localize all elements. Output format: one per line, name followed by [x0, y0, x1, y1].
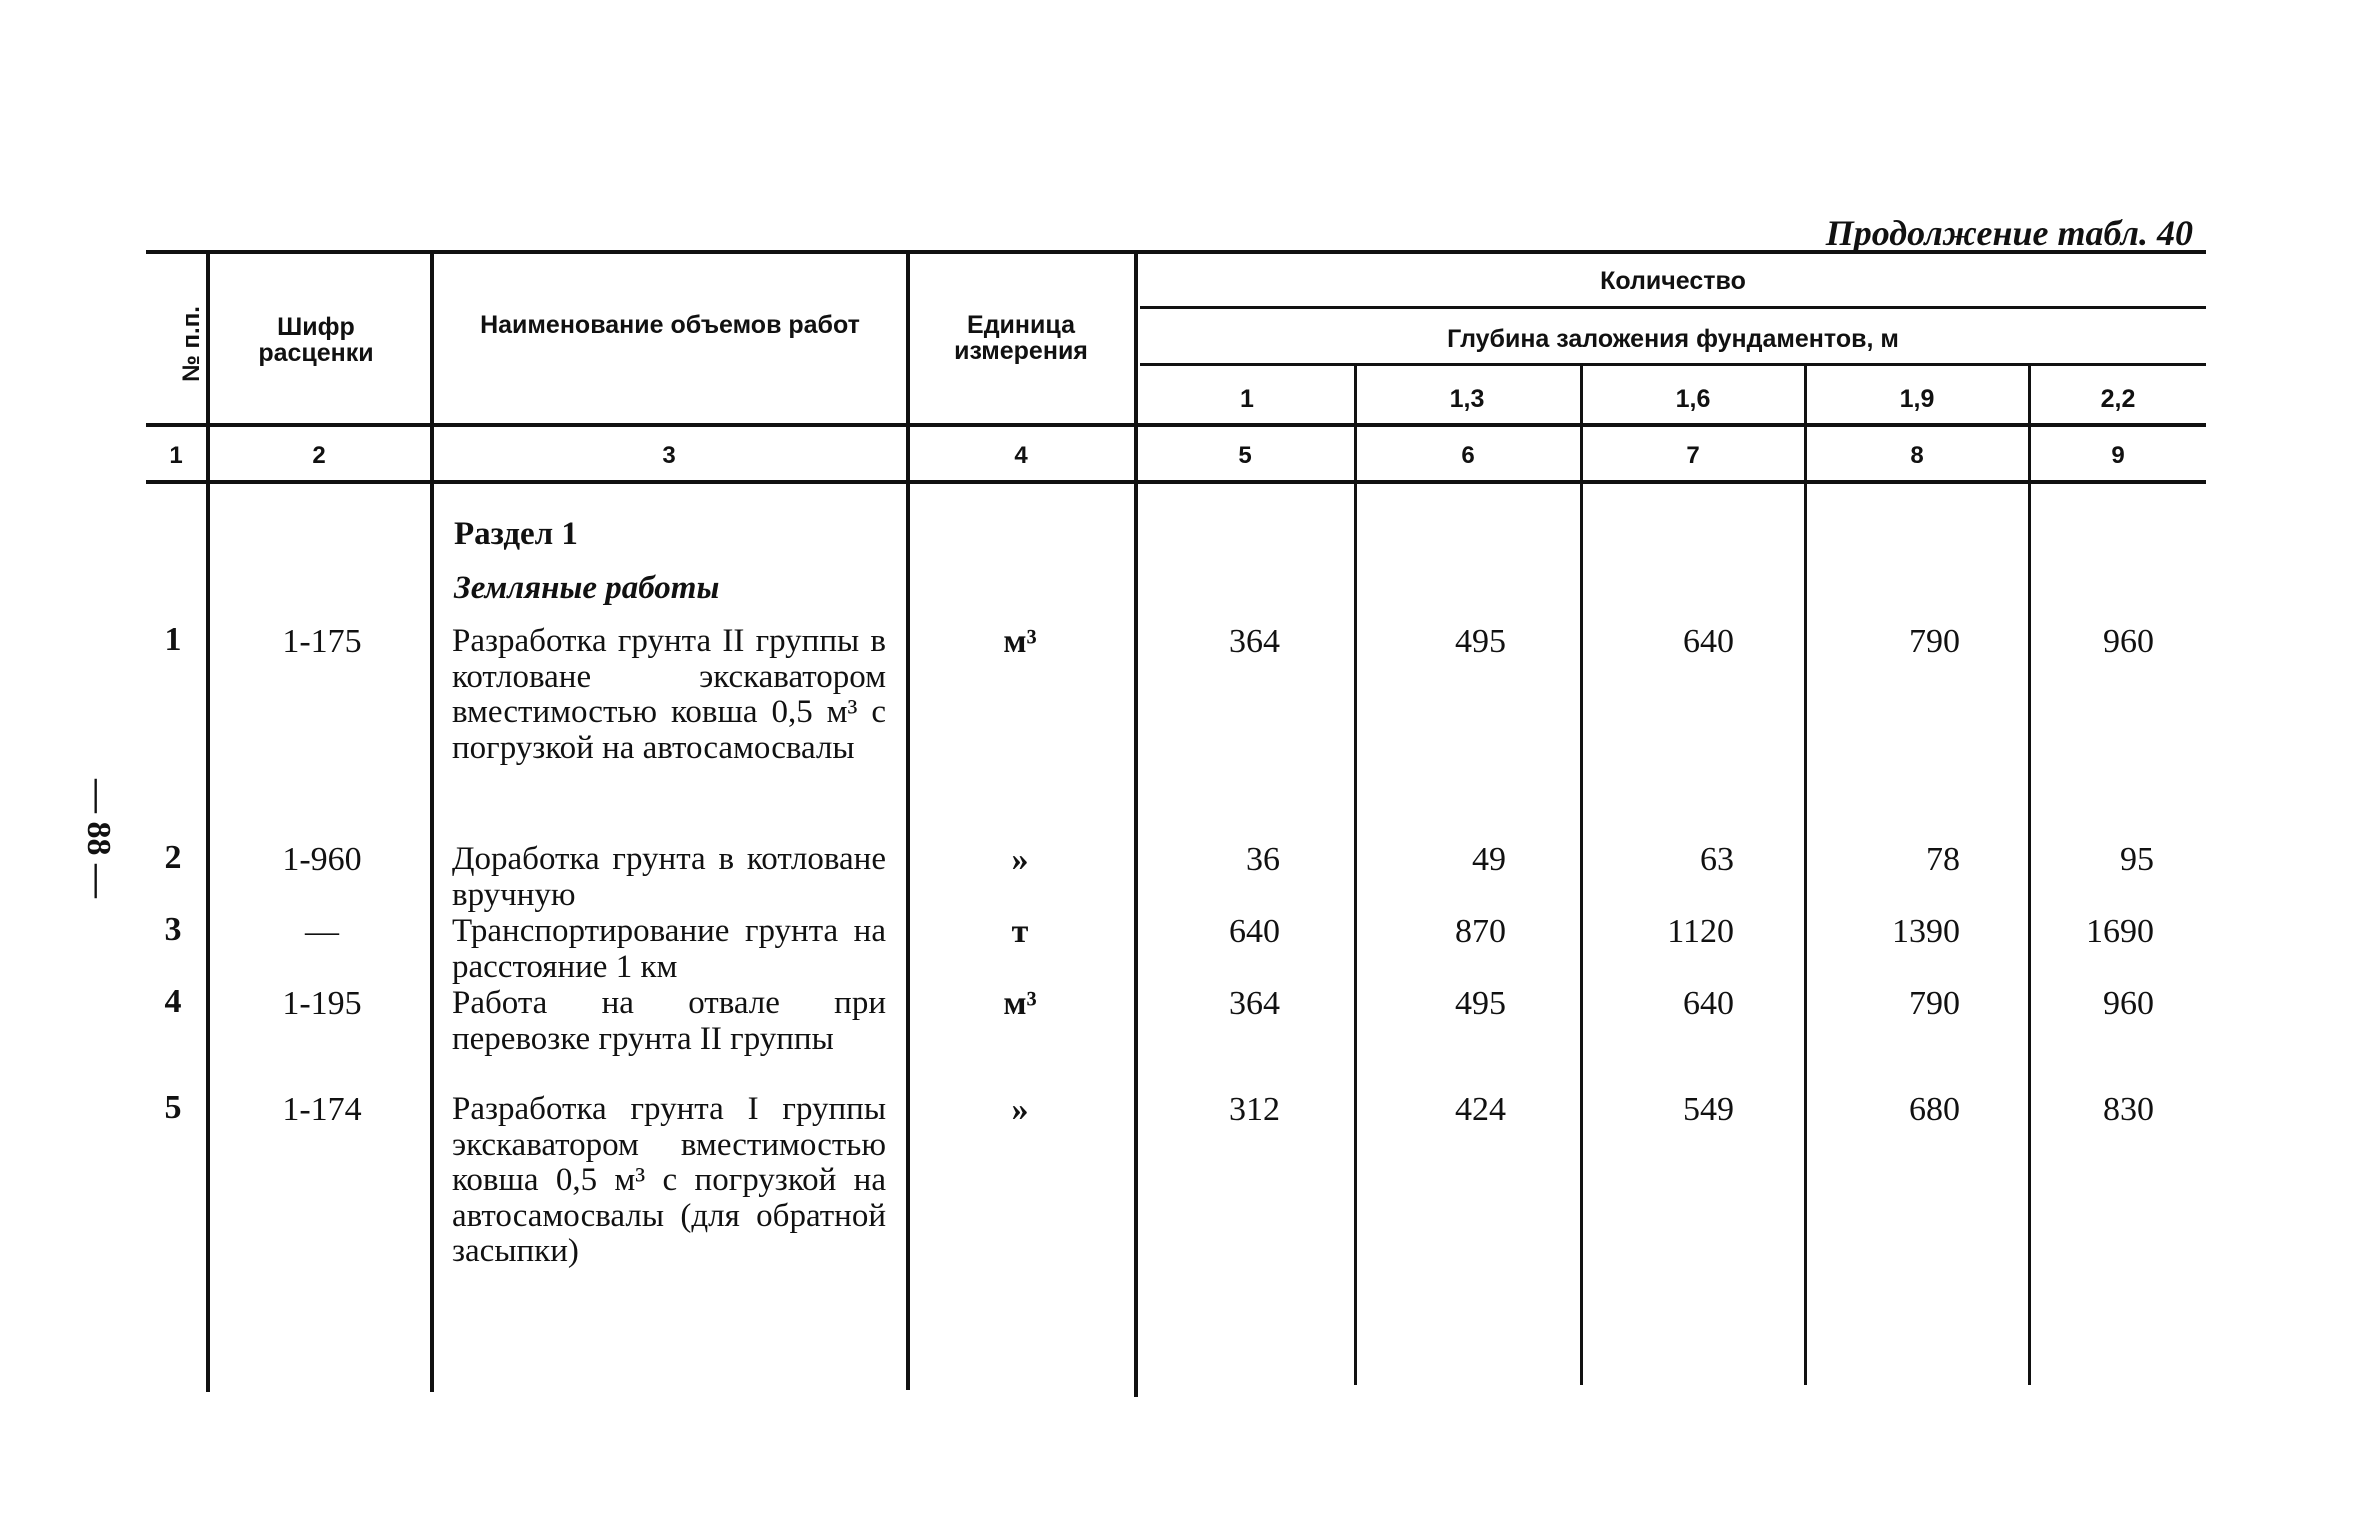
row-value-2-2: 1690: [2086, 913, 2154, 950]
rule-header-bottom: [146, 423, 2206, 427]
header-name: Наименование объемов работ: [480, 311, 860, 339]
colnum-1: 1: [169, 442, 183, 469]
colnum-3: 3: [662, 442, 676, 469]
rule-col-2-3: [430, 252, 434, 1392]
row-value-1-6: 549: [1683, 1091, 1734, 1128]
row-value-1-3: 870: [1455, 913, 1506, 950]
colnum-6: 6: [1461, 442, 1475, 469]
colnum-7: 7: [1686, 442, 1700, 469]
depth-1-9: 1,9: [1899, 385, 1935, 413]
row-value-2-2: 960: [2103, 985, 2154, 1022]
row-code: 1-195: [282, 985, 362, 1022]
row-name: Разработка грунта II группы в котловане экскаватором вместимостью ковша 0,5 м³ с погрузкой на автосамосвалы: [452, 623, 886, 766]
row-value-1-6: 63: [1700, 841, 1734, 878]
row-value-1-3: 495: [1455, 623, 1506, 660]
row-value-1: 640: [1229, 913, 1280, 950]
rule-col-1-2: [206, 252, 210, 1392]
colnum-2: 2: [312, 442, 326, 469]
row-value-1-9: 78: [1926, 841, 1960, 878]
rule-colnum-bottom: [146, 480, 2206, 484]
rule-col-7-8: [1804, 365, 1807, 1385]
row-number: 4: [164, 983, 182, 1020]
rule-under-quantity: [1140, 306, 2206, 309]
colnum-9: 9: [2111, 442, 2125, 469]
row-name: Транспортирование грунта на расстояние 1 км: [452, 913, 886, 985]
row-value-1-6: 640: [1683, 623, 1734, 660]
depth-1-3: 1,3: [1449, 385, 1485, 413]
colnum-5: 5: [1238, 442, 1252, 469]
rule-col-6-7: [1580, 365, 1583, 1385]
rule-top: [146, 250, 2206, 254]
row-name: Работа на отвале при перевозке грунта II группы: [452, 985, 886, 1057]
row-value-2-2: 95: [2120, 841, 2154, 878]
row-unit: »: [1011, 1091, 1029, 1128]
row-name: Разработка грунта I группы экскаватором вместимостью ковша 0,5 м³ с погрузкой на автосамосвалы (для обратной засыпки): [452, 1091, 886, 1269]
row-value-1: 36: [1246, 841, 1280, 878]
table-caption: Продолжение табл. 40: [1825, 213, 2193, 253]
row-value-1-6: 1120: [1667, 913, 1734, 950]
row-value-1: 312: [1229, 1091, 1280, 1128]
row-value-2-2: 830: [2103, 1091, 2154, 1128]
section-title: Раздел 1: [454, 516, 578, 552]
row-value-1: 364: [1229, 985, 1280, 1022]
depth-1: 1: [1240, 385, 1254, 413]
row-number: 1: [164, 621, 182, 658]
row-unit: м³: [1003, 623, 1037, 660]
rule-col-3-4: [906, 252, 910, 1390]
section-subtitle: Земляные работы: [454, 570, 720, 606]
header-depth: Глубина заложения фундаментов, м: [1447, 325, 1899, 353]
header-unit: Единица измерения: [954, 311, 1088, 365]
rule-col-4-5: [1134, 252, 1138, 1397]
page-number: — 88 —: [80, 779, 117, 898]
colnum-8: 8: [1910, 442, 1924, 469]
row-unit: м³: [1003, 985, 1037, 1022]
row-code: —: [305, 913, 339, 950]
row-number: 3: [164, 911, 182, 948]
row-number: 5: [164, 1089, 182, 1126]
row-value-1-6: 640: [1683, 985, 1734, 1022]
row-value-1-3: 495: [1455, 985, 1506, 1022]
colnum-4: 4: [1014, 442, 1028, 469]
row-value-1-3: 49: [1472, 841, 1506, 878]
row-value-1-3: 424: [1455, 1091, 1506, 1128]
row-value-1-9: 680: [1909, 1091, 1960, 1128]
row-name: Доработка грунта в котловане вручную: [452, 841, 886, 913]
row-code: 1-960: [282, 841, 362, 878]
depth-2-2: 2,2: [2100, 385, 2136, 413]
header-number: № п.п.: [178, 306, 205, 382]
rule-col-8-9: [2028, 365, 2031, 1385]
row-value-1: 364: [1229, 623, 1280, 660]
row-value-1-9: 1390: [1892, 913, 1960, 950]
row-code: 1-175: [282, 623, 362, 660]
row-value-1-9: 790: [1909, 985, 1960, 1022]
row-number: 2: [164, 839, 182, 876]
depth-1-6: 1,6: [1675, 385, 1711, 413]
header-quantity: Количество: [1600, 267, 1746, 295]
rule-under-depth: [1140, 363, 2206, 366]
row-value-2-2: 960: [2103, 623, 2154, 660]
header-code: Шифр расценки: [258, 313, 374, 367]
row-unit: »: [1011, 841, 1029, 878]
row-value-1-9: 790: [1909, 623, 1960, 660]
row-code: 1-174: [282, 1091, 362, 1128]
row-unit: т: [1011, 913, 1029, 950]
rule-col-5-6: [1354, 365, 1357, 1385]
